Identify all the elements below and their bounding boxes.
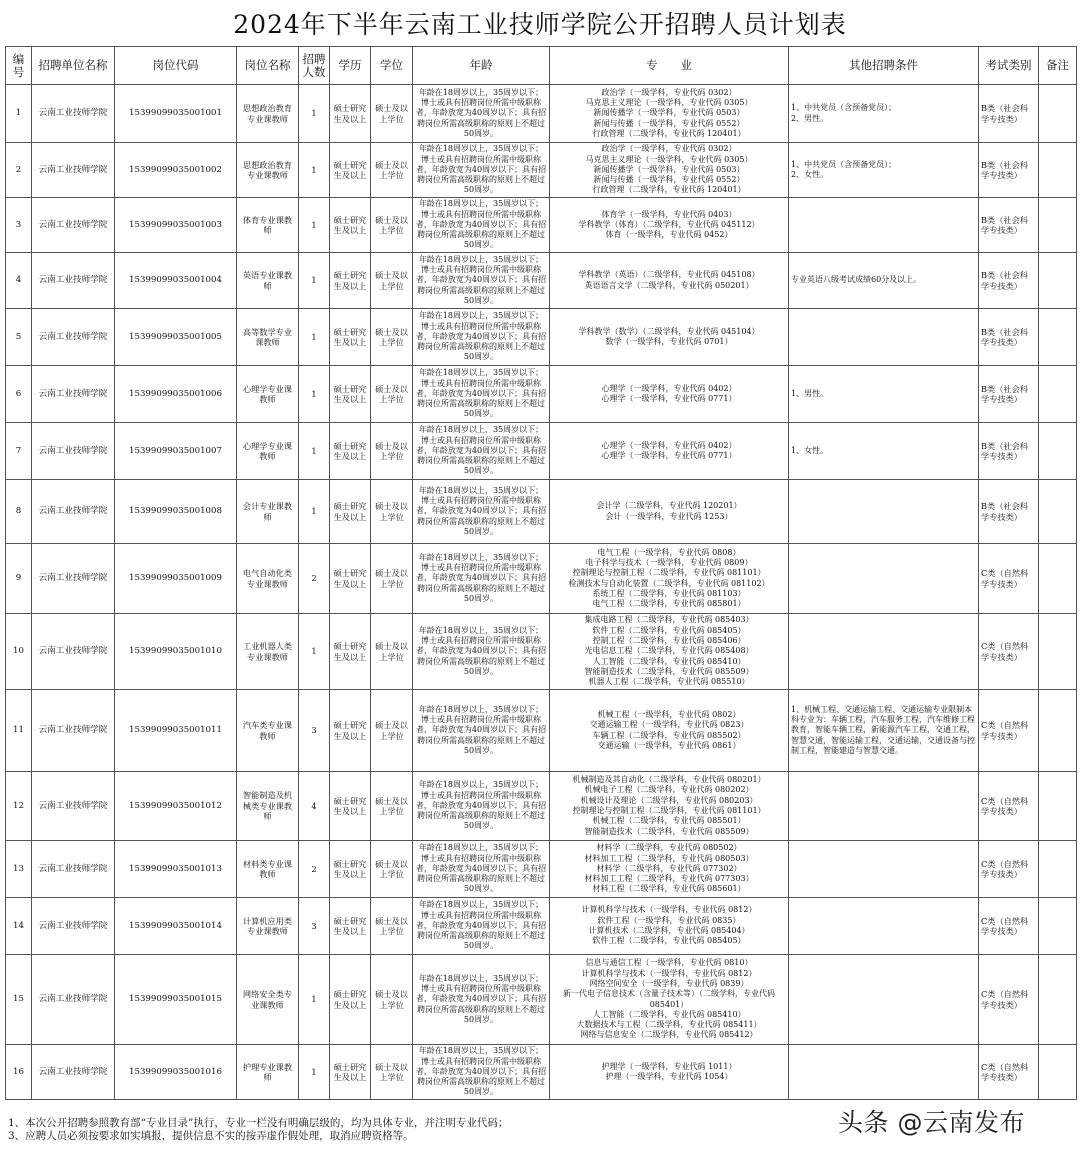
cell-post-code: 15399099035001010 xyxy=(115,614,237,690)
cell-unit-name: 云南工业技师学院 xyxy=(32,544,115,614)
cell-exam-category: C类（自然科学专技类） xyxy=(979,898,1039,955)
table-row xyxy=(6,955,1077,1045)
cell-post-name: 材料类专业课教师 xyxy=(237,841,299,898)
cell-post-code: 15399099035001009 xyxy=(115,544,237,614)
cell-post-name: 计算机应用类专业课教师 xyxy=(237,898,299,955)
cell-degree: 硕士及以上学位 xyxy=(371,309,413,366)
cell-degree: 硕士及以上学位 xyxy=(371,841,413,898)
cell-row-number: 10 xyxy=(6,614,32,690)
header-count: 招聘 人数 xyxy=(299,47,330,85)
cell-education: 硕士研究生及以上 xyxy=(330,544,371,614)
cell-row-number: 1 xyxy=(6,85,32,143)
cell-post-name: 工业机器人类专业课教师 xyxy=(237,614,299,690)
cell-post-code: 15399099035001014 xyxy=(115,898,237,955)
cell-post-code: 15399099035001016 xyxy=(115,1045,237,1100)
cell-age-requirement: 年龄在18周岁以上，35周岁以下；博士或具有招聘岗位所需中级职称者，年龄放宽为40周岁以下；具有招聘岗位所需高级职称的原则上不超过50周岁。 xyxy=(413,690,550,772)
cell-degree: 硕士及以上学位 xyxy=(371,1045,413,1100)
cell-remark xyxy=(1039,614,1077,690)
cell-major-list: 材料学（二级学科，专业代码 080502） 材料加工工程（二级学科，专业代码 080503） 材料学（二级学科，专业代码 077302） 材料加工工程（二级学科，专业代码 077303） 材料工程（二级学科，专业代码 085601） xyxy=(550,841,789,898)
cell-major-list: 机械制造及其自动化（二级学科，专业代码 080201） 机械电子工程（二级学科，专业代码 080202） 机械设计及理论（二级学科，专业代码 080203） 控制理论与控制工程（二级学科，专业代码 081101） 机械工程（二级学科，专业代码 085501） 智能制造技术（二级学科，专业代码 085509） xyxy=(550,772,789,841)
cell-headcount: 1 xyxy=(299,309,330,366)
cell-age-requirement: 年龄在18周岁以上，35周岁以下；博士或具有招聘岗位所需中级职称者，年龄放宽为40周岁以下；具有招聘岗位所需高级职称的原则上不超过50周岁。 xyxy=(413,366,550,423)
cell-education: 硕士研究生及以上 xyxy=(330,253,371,309)
cell-post-name: 英语专业课教师 xyxy=(237,253,299,309)
table-row xyxy=(6,898,1077,955)
cell-row-number: 4 xyxy=(6,253,32,309)
cell-major-list: 心理学（一级学科，专业代码 0402） 心理学（一级学科，专业代码 0771） xyxy=(550,366,789,423)
cell-exam-category: C类（自然科学专技类） xyxy=(979,544,1039,614)
cell-remark xyxy=(1039,309,1077,366)
cell-degree: 硕士及以上学位 xyxy=(371,85,413,143)
cell-post-code: 15399099035001004 xyxy=(115,253,237,309)
cell-education: 硕士研究生及以上 xyxy=(330,85,371,143)
header-degree: 学位 xyxy=(371,47,413,85)
cell-unit-name: 云南工业技师学院 xyxy=(32,143,115,198)
cell-exam-category: B类（社会科学专技类） xyxy=(979,253,1039,309)
header-unit: 招聘单位名称 xyxy=(32,47,115,85)
cell-headcount: 1 xyxy=(299,480,330,544)
cell-post-code: 15399099035001007 xyxy=(115,423,237,480)
cell-other-conditions xyxy=(789,309,979,366)
cell-degree: 硕士及以上学位 xyxy=(371,955,413,1045)
table-row xyxy=(6,544,1077,614)
cell-row-number: 7 xyxy=(6,423,32,480)
cell-unit-name: 云南工业技师学院 xyxy=(32,85,115,143)
cell-education: 硕士研究生及以上 xyxy=(330,955,371,1045)
cell-other-conditions: 1、机械工程、交通运输工程、交通运输专业限制本科专业为：车辆工程，汽车服务工程，汽车维修工程教育，智能车辆工程，新能源汽车工程，交通工程，智慧交通，智能运输工程，交通运输，交通设备与控制工程，智能建造与智慧交通。 xyxy=(789,690,979,772)
table-row xyxy=(6,480,1077,544)
cell-other-conditions xyxy=(789,480,979,544)
cell-post-code: 15399099035001015 xyxy=(115,955,237,1045)
cell-major-list: 信息与通信工程（一级学科，专业代码 0810） 计算机科学与技术（一级学科，专业代码 0812） 网络空间安全（一级学科，专业代码 0839） 新一代电子信息技术（含量子技术等）（二级学科，专业代码 085401） 人工智能（二级学科，专业代码 085410） 大数据技术与工程（二级学科，专业代码 085411） 网络与信息安全（二级学科，专业代码 085412） xyxy=(550,955,789,1045)
cell-exam-category: B类（社会科学专技类） xyxy=(979,366,1039,423)
header-code: 岗位代码 xyxy=(115,47,237,85)
cell-unit-name: 云南工业技师学院 xyxy=(32,1045,115,1100)
cell-education: 硕士研究生及以上 xyxy=(330,309,371,366)
cell-post-name: 心理学专业课教师 xyxy=(237,423,299,480)
cell-unit-name: 云南工业技师学院 xyxy=(32,309,115,366)
cell-headcount: 1 xyxy=(299,85,330,143)
table-row xyxy=(6,198,1077,253)
footnote-1: 1、本次公开招聘参照教育部“专业目录”执行，专业一栏没有明确层级的，均为具体专业，并注明专业代码； xyxy=(8,1117,509,1129)
footnotes xyxy=(8,1117,508,1143)
cell-major-list: 电气工程（一级学科，专业代码 0808） 电子科学与技术（一级学科，专业代码 0809） 控制理论与控制工程（二级学科，专业代码 081101） 检测技术与自动化装置（二级学科，专业代码 081102） 系统工程（二级学科，专业代码 081103） 电气工程（二级学科，专业代码 085801） xyxy=(550,544,789,614)
table-row xyxy=(6,253,1077,309)
cell-education: 硕士研究生及以上 xyxy=(330,423,371,480)
cell-other-conditions: 专业英语八级考试成绩60分及以上。 xyxy=(789,253,979,309)
cell-post-code: 15399099035001006 xyxy=(115,366,237,423)
table-header-row xyxy=(6,47,1077,85)
cell-exam-category: C类（自然科学专技类） xyxy=(979,772,1039,841)
cell-other-conditions xyxy=(789,955,979,1045)
cell-exam-category: C类（自然科学专技类） xyxy=(979,1045,1039,1100)
cell-degree: 硕士及以上学位 xyxy=(371,898,413,955)
cell-education: 硕士研究生及以上 xyxy=(330,898,371,955)
cell-unit-name: 云南工业技师学院 xyxy=(32,614,115,690)
cell-row-number: 16 xyxy=(6,1045,32,1100)
cell-other-conditions xyxy=(789,614,979,690)
cell-other-conditions xyxy=(789,1045,979,1100)
cell-unit-name: 云南工业技师学院 xyxy=(32,366,115,423)
cell-unit-name: 云南工业技师学院 xyxy=(32,253,115,309)
cell-age-requirement: 年龄在18周岁以上，35周岁以下；博士或具有招聘岗位所需中级职称者，年龄放宽为40周岁以下；具有招聘岗位所需高级职称的原则上不超过50周岁。 xyxy=(413,1045,550,1100)
cell-headcount: 1 xyxy=(299,614,330,690)
cell-remark xyxy=(1039,841,1077,898)
cell-row-number: 6 xyxy=(6,366,32,423)
cell-education: 硕士研究生及以上 xyxy=(330,143,371,198)
cell-exam-category: B类（社会科学专技类） xyxy=(979,423,1039,480)
recruitment-table xyxy=(5,46,1077,1100)
header-major: 专 业 xyxy=(550,47,789,85)
cell-other-conditions: 1、中共党员（含预备党员）； 2、女性。 xyxy=(789,143,979,198)
cell-exam-category: C类（自然科学专技类） xyxy=(979,841,1039,898)
cell-age-requirement: 年龄在18周岁以上，35周岁以下；博士或具有招聘岗位所需中级职称者，年龄放宽为40周岁以下；具有招聘岗位所需高级职称的原则上不超过50周岁。 xyxy=(413,253,550,309)
cell-education: 硕士研究生及以上 xyxy=(330,690,371,772)
cell-exam-category: B类（社会科学专技类） xyxy=(979,480,1039,544)
cell-headcount: 1 xyxy=(299,253,330,309)
header-edu: 学历 xyxy=(330,47,371,85)
cell-age-requirement: 年龄在18周岁以上，35周岁以下；博士或具有招聘岗位所需中级职称者，年龄放宽为40周岁以下；具有招聘岗位所需高级职称的原则上不超过50周岁。 xyxy=(413,544,550,614)
cell-major-list: 体育学（一级学科，专业代码 0403） 学科教学（体育）（二级学科，专业代码 045112） 体育（一级学科，专业代码 0452） xyxy=(550,198,789,253)
cell-remark xyxy=(1039,898,1077,955)
cell-exam-category: C类（自然科学专技类） xyxy=(979,614,1039,690)
cell-education: 硕士研究生及以上 xyxy=(330,841,371,898)
table-row xyxy=(6,690,1077,772)
cell-major-list: 政治学（一级学科，专业代码 0302） 马克思主义理论（一级学科，专业代码 0305） 新闻传播学（一级学科，专业代码 0503） 新闻与传播（一级学科，专业代码 0552） 行政管理（二级学科，专业代码 120401） xyxy=(550,143,789,198)
cell-exam-category: C类（自然科学专技类） xyxy=(979,690,1039,772)
cell-remark xyxy=(1039,253,1077,309)
cell-exam-category: B类（社会科学专技类） xyxy=(979,198,1039,253)
cell-education: 硕士研究生及以上 xyxy=(330,366,371,423)
cell-post-name: 思想政治教育专业课教师 xyxy=(237,85,299,143)
cell-major-list: 计算机科学与技术（一级学科，专业代码 0812） 软件工程（一级学科，专业代码 0835） 计算机技术（二级学科，专业代码 085404） 软件工程（二级学科，专业代码 085405） xyxy=(550,898,789,955)
cell-degree: 硕士及以上学位 xyxy=(371,143,413,198)
cell-post-code: 15399099035001002 xyxy=(115,143,237,198)
cell-unit-name: 云南工业技师学院 xyxy=(32,841,115,898)
cell-exam-category: B类（社会科学专技类） xyxy=(979,143,1039,198)
cell-remark xyxy=(1039,85,1077,143)
cell-major-list: 集成电路工程（二级学科，专业代码 085403） 软件工程（二级学科，专业代码 085405） 控制工程（二级学科，专业代码 085406） 光电信息工程（二级学科，专业代码 085408） 人工智能（二级学科，专业代码 085410） 智能制造技术（二级学科，专业代码 085509） 机器人工程（二级学科，专业代码 085510） xyxy=(550,614,789,690)
cell-degree: 硕士及以上学位 xyxy=(371,253,413,309)
cell-post-code: 15399099035001001 xyxy=(115,85,237,143)
cell-row-number: 5 xyxy=(6,309,32,366)
cell-post-code: 15399099035001003 xyxy=(115,198,237,253)
cell-unit-name: 云南工业技师学院 xyxy=(32,898,115,955)
cell-remark xyxy=(1039,366,1077,423)
cell-headcount: 2 xyxy=(299,544,330,614)
cell-post-code: 15399099035001008 xyxy=(115,480,237,544)
cell-post-code: 15399099035001013 xyxy=(115,841,237,898)
footnote-3: 3、应聘人员必须按要求如实填报，提供信息不实的按弄虚作假处理，取消应聘资格等。 xyxy=(8,1130,414,1142)
cell-unit-name: 云南工业技师学院 xyxy=(32,690,115,772)
cell-other-conditions xyxy=(789,898,979,955)
cell-exam-category: C类（自然科学专技类） xyxy=(979,955,1039,1045)
cell-major-list: 机械工程（一级学科，专业代码 0802） 交通运输工程（一级学科，专业代码 0823） 车辆工程（二级学科，专业代码 085502） 交通运输（一级学科，专业代码 0861） xyxy=(550,690,789,772)
cell-row-number: 12 xyxy=(6,772,32,841)
cell-age-requirement: 年龄在18周岁以上，35周岁以下；博士或具有招聘岗位所需中级职称者，年龄放宽为40周岁以下；具有招聘岗位所需高级职称的原则上不超过50周岁。 xyxy=(413,143,550,198)
cell-remark xyxy=(1039,772,1077,841)
cell-row-number: 8 xyxy=(6,480,32,544)
cell-education: 硕士研究生及以上 xyxy=(330,1045,371,1100)
cell-other-conditions xyxy=(789,198,979,253)
cell-headcount: 1 xyxy=(299,198,330,253)
header-other: 其他招聘条件 xyxy=(789,47,979,85)
table-row xyxy=(6,366,1077,423)
cell-post-name: 高等数学专业课教师 xyxy=(237,309,299,366)
cell-age-requirement: 年龄在18周岁以上，35周岁以下；博士或具有招聘岗位所需中级职称者，年龄放宽为40周岁以下；具有招聘岗位所需高级职称的原则上不超过50周岁。 xyxy=(413,772,550,841)
cell-headcount: 4 xyxy=(299,772,330,841)
cell-age-requirement: 年龄在18周岁以上，35周岁以下；博士或具有招聘岗位所需中级职称者，年龄放宽为40周岁以下；具有招聘岗位所需高级职称的原则上不超过50周岁。 xyxy=(413,85,550,143)
cell-age-requirement: 年龄在18周岁以上，35周岁以下；博士或具有招聘岗位所需中级职称者，年龄放宽为40周岁以下；具有招聘岗位所需高级职称的原则上不超过50周岁。 xyxy=(413,614,550,690)
cell-post-name: 汽车类专业课教师 xyxy=(237,690,299,772)
header-post: 岗位名称 xyxy=(237,47,299,85)
cell-headcount: 1 xyxy=(299,366,330,423)
cell-major-list: 心理学（一级学科，专业代码 0402） 心理学（一级学科，专业代码 0771） xyxy=(550,423,789,480)
cell-education: 硕士研究生及以上 xyxy=(330,198,371,253)
cell-major-list: 学科教学（英语）（二级学科，专业代码 045108） 英语语言文学（二级学科，专业代码 050201） xyxy=(550,253,789,309)
cell-row-number: 13 xyxy=(6,841,32,898)
cell-degree: 硕士及以上学位 xyxy=(371,366,413,423)
cell-row-number: 15 xyxy=(6,955,32,1045)
cell-major-list: 学科教学（数学）（二级学科，专业代码 045104） 数学（一级学科，专业代码 0701） xyxy=(550,309,789,366)
table-row xyxy=(6,143,1077,198)
cell-education: 硕士研究生及以上 xyxy=(330,772,371,841)
cell-age-requirement: 年龄在18周岁以上，35周岁以下；博士或具有招聘岗位所需中级职称者，年龄放宽为40周岁以下；具有招聘岗位所需高级职称的原则上不超过50周岁。 xyxy=(413,841,550,898)
cell-post-name: 会计专业课教师 xyxy=(237,480,299,544)
cell-major-list: 会计学（二级学科，专业代码 120201） 会计（一级学科，专业代码 1253） xyxy=(550,480,789,544)
cell-other-conditions xyxy=(789,772,979,841)
cell-row-number: 14 xyxy=(6,898,32,955)
cell-remark xyxy=(1039,544,1077,614)
cell-remark xyxy=(1039,480,1077,544)
cell-headcount: 2 xyxy=(299,841,330,898)
cell-post-name: 网络安全类专业课教师 xyxy=(237,955,299,1045)
cell-unit-name: 云南工业技师学院 xyxy=(32,955,115,1045)
cell-major-list: 护理学（一级学科，专业代码 1011） 护理（一级学科，专业代码 1054） xyxy=(550,1045,789,1100)
cell-post-name: 思想政治教育专业课教师 xyxy=(237,143,299,198)
cell-post-name: 智能制造及机械类专业课教师 xyxy=(237,772,299,841)
cell-row-number: 2 xyxy=(6,143,32,198)
cell-other-conditions: 1、女性。 xyxy=(789,423,979,480)
cell-remark xyxy=(1039,1045,1077,1100)
cell-unit-name: 云南工业技师学院 xyxy=(32,198,115,253)
cell-remark xyxy=(1039,423,1077,480)
cell-unit-name: 云南工业技师学院 xyxy=(32,423,115,480)
page-title: 2024年下半年云南工业技师学院公开招聘人员计划表 xyxy=(233,10,847,39)
cell-education: 硕士研究生及以上 xyxy=(330,480,371,544)
cell-age-requirement: 年龄在18周岁以上，35周岁以下；博士或具有招聘岗位所需中级职称者，年龄放宽为40周岁以下；具有招聘岗位所需高级职称的原则上不超过50周岁。 xyxy=(413,309,550,366)
cell-degree: 硕士及以上学位 xyxy=(371,198,413,253)
table-row xyxy=(6,1045,1077,1100)
cell-row-number: 9 xyxy=(6,544,32,614)
cell-post-code: 15399099035001011 xyxy=(115,690,237,772)
cell-post-code: 15399099035001005 xyxy=(115,309,237,366)
cell-post-code: 15399099035001012 xyxy=(115,772,237,841)
table-row xyxy=(6,423,1077,480)
cell-other-conditions: 1、男性。 xyxy=(789,366,979,423)
cell-degree: 硕士及以上学位 xyxy=(371,772,413,841)
cell-degree: 硕士及以上学位 xyxy=(371,480,413,544)
cell-row-number: 3 xyxy=(6,198,32,253)
table-row xyxy=(6,772,1077,841)
cell-degree: 硕士及以上学位 xyxy=(371,544,413,614)
cell-post-name: 电气自动化类专业课教师 xyxy=(237,544,299,614)
cell-degree: 硕士及以上学位 xyxy=(371,690,413,772)
cell-age-requirement: 年龄在18周岁以上，35周岁以下；博士或具有招聘岗位所需中级职称者，年龄放宽为40周岁以下；具有招聘岗位所需高级职称的原则上不超过50周岁。 xyxy=(413,898,550,955)
cell-other-conditions: 1、中共党员（含预备党员）； 2、男性。 xyxy=(789,85,979,143)
cell-unit-name: 云南工业技师学院 xyxy=(32,480,115,544)
cell-degree: 硕士及以上学位 xyxy=(371,614,413,690)
cell-exam-category: B类（社会科学专技类） xyxy=(979,85,1039,143)
cell-unit-name: 云南工业技师学院 xyxy=(32,772,115,841)
cell-headcount: 3 xyxy=(299,898,330,955)
cell-remark xyxy=(1039,955,1077,1045)
cell-age-requirement: 年龄在18周岁以上，35周岁以下；博士或具有招聘岗位所需中级职称者，年龄放宽为40周岁以下；具有招聘岗位所需高级职称的原则上不超过50周岁。 xyxy=(413,198,550,253)
cell-headcount: 1 xyxy=(299,955,330,1045)
cell-degree: 硕士及以上学位 xyxy=(371,423,413,480)
table-row xyxy=(6,841,1077,898)
cell-remark xyxy=(1039,690,1077,772)
header-age: 年龄 xyxy=(413,47,550,85)
header-no: 编号 xyxy=(6,47,32,85)
table-row xyxy=(6,309,1077,366)
header-note: 备注 xyxy=(1039,47,1077,85)
cell-remark xyxy=(1039,198,1077,253)
cell-age-requirement: 年龄在18周岁以上，35周岁以下；博士或具有招聘岗位所需中级职称者，年龄放宽为40周岁以下；具有招聘岗位所需高级职称的原则上不超过50周岁。 xyxy=(413,955,550,1045)
cell-age-requirement: 年龄在18周岁以上，35周岁以下；博士或具有招聘岗位所需中级职称者，年龄放宽为40周岁以下；具有招聘岗位所需高级职称的原则上不超过50周岁。 xyxy=(413,480,550,544)
cell-exam-category: B类（社会科学专技类） xyxy=(979,309,1039,366)
cell-other-conditions xyxy=(789,841,979,898)
cell-age-requirement: 年龄在18周岁以上，35周岁以下；博士或具有招聘岗位所需中级职称者，年龄放宽为40周岁以下；具有招聘岗位所需高级职称的原则上不超过50周岁。 xyxy=(413,423,550,480)
cell-remark xyxy=(1039,143,1077,198)
cell-headcount: 1 xyxy=(299,143,330,198)
cell-row-number: 11 xyxy=(6,690,32,772)
cell-post-name: 护理专业课教师 xyxy=(237,1045,299,1100)
cell-headcount: 3 xyxy=(299,690,330,772)
cell-education: 硕士研究生及以上 xyxy=(330,614,371,690)
table-row xyxy=(6,614,1077,690)
cell-post-name: 心理学专业课教师 xyxy=(237,366,299,423)
cell-other-conditions xyxy=(789,544,979,614)
watermark: 头条 @云南发布 xyxy=(838,1108,1025,1137)
cell-post-name: 体育专业课教师 xyxy=(237,198,299,253)
cell-headcount: 1 xyxy=(299,423,330,480)
header-cat: 考试类别 xyxy=(979,47,1039,85)
cell-major-list: 政治学（一级学科，专业代码 0302） 马克思主义理论（一级学科，专业代码 0305） 新闻传播学（一级学科，专业代码 0503） 新闻与传播（一级学科，专业代码 0552） 行政管理（二级学科，专业代码 120401） xyxy=(550,85,789,143)
cell-headcount: 1 xyxy=(299,1045,330,1100)
table-row xyxy=(6,85,1077,143)
